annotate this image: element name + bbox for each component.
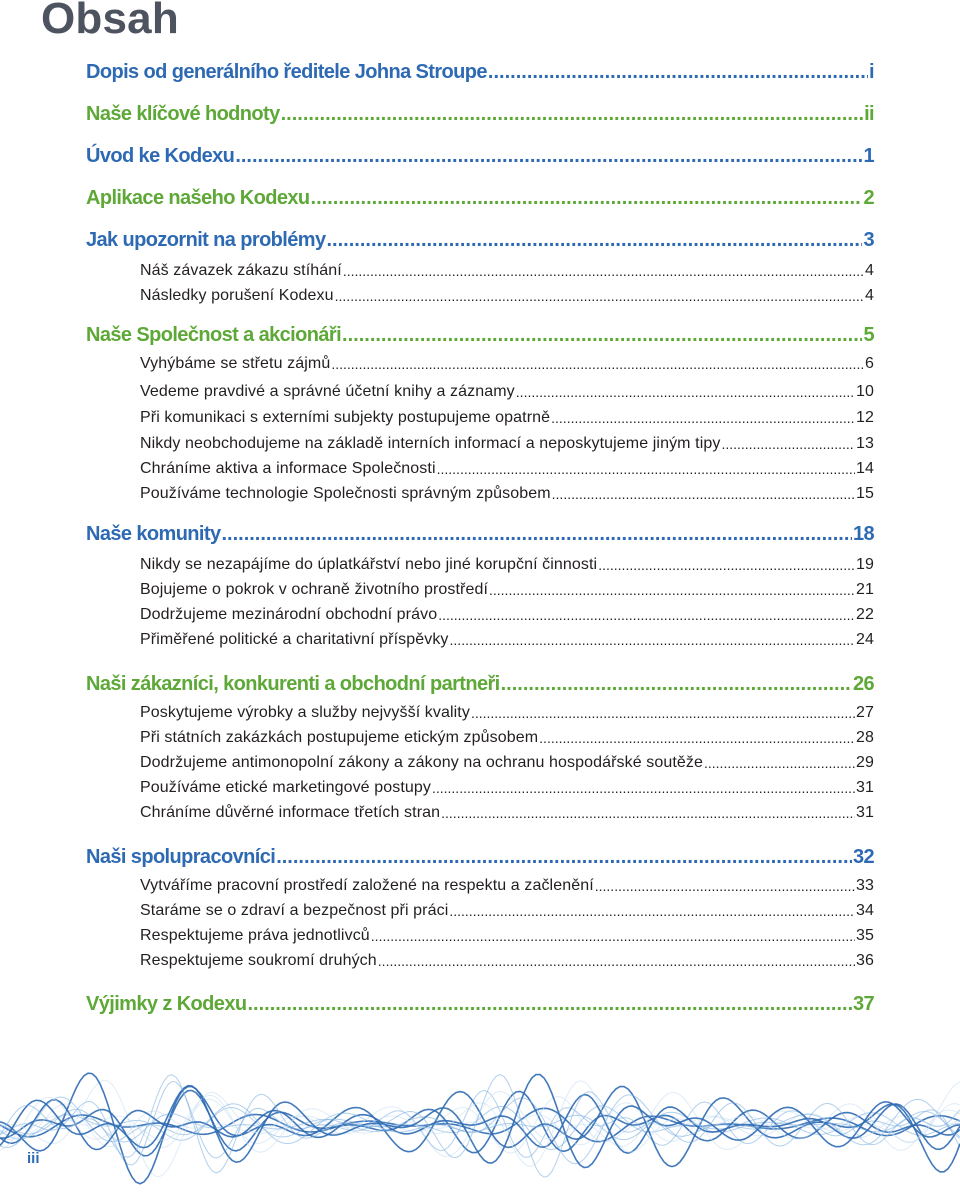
toc-dot-leader: [432, 780, 855, 797]
toc-entry-label: Výjimky z Kodexu: [86, 993, 247, 1015]
toc-subsection-entry[interactable]: [140, 902, 874, 920]
toc-section-entry[interactable]: [86, 102, 874, 126]
toc-subsection-entry[interactable]: [140, 460, 874, 478]
toc-section-entry[interactable]: [86, 323, 874, 347]
toc-subsection-entry[interactable]: [140, 606, 874, 624]
toc-entry-label: Úvod ke Kodexu: [86, 145, 235, 167]
toc-subsection-entry[interactable]: [140, 779, 874, 797]
toc-subsection-entry[interactable]: [140, 877, 874, 895]
toc-subsection-entry[interactable]: [140, 927, 874, 945]
toc-entry-page-number: 35: [856, 927, 874, 944]
toc-dot-leader: [598, 557, 855, 574]
toc-entry-page-number: 2: [863, 187, 874, 209]
toc-entry-label: Bojujeme o pokrok v ochraně životního prostředí: [140, 581, 488, 598]
toc-entry-label: Dopis od generálního ředitele Johna Stroupe: [86, 61, 487, 83]
toc-entry-page-number: 3: [863, 229, 874, 251]
wave-line: [0, 1095, 960, 1154]
toc-dot-leader: [489, 582, 855, 599]
toc-entry-label: Při státních zakázkách postupujeme etickým způsobem: [140, 729, 539, 746]
toc-dot-leader: [331, 356, 864, 373]
toc-entry-page-number: 31: [856, 779, 874, 796]
toc-entry-page-number: 1: [863, 145, 874, 167]
toc-entry-page-number: 4: [865, 262, 874, 279]
toc-entry-label: Jak upozornit na problémy: [86, 229, 326, 251]
toc-subsection-entry[interactable]: [140, 485, 874, 503]
toc-dot-leader: [721, 436, 855, 453]
toc-subsection-entry[interactable]: [140, 556, 874, 574]
toc-subsection-entry[interactable]: [140, 804, 874, 822]
toc-entry-page-number: 26: [852, 673, 874, 695]
toc-dot-leader: [595, 878, 855, 895]
toc-entry-label: Přiměřené politické a charitativní příspěvky: [140, 631, 449, 648]
toc-dot-leader: [281, 102, 863, 126]
toc-subsection-entry[interactable]: [140, 729, 874, 747]
sound-wave-art: [0, 1030, 960, 1193]
toc-dot-leader: [488, 60, 868, 84]
toc-entry-label: Aplikace našeho Kodexu: [86, 187, 310, 209]
toc-subsection-entry[interactable]: [140, 262, 874, 280]
toc-entry-label: Poskytujeme výrobky a služby nejvyšší kvality: [140, 704, 470, 721]
toc-entry-page-number: 4: [865, 287, 874, 304]
toc-entry-label: Vytváříme pracovní prostředí založené na respektu a začlenění: [140, 877, 594, 894]
toc-entry-label: Při komunikaci s externími subjekty postupujeme opatrně: [140, 409, 551, 426]
toc-entry-label: Dodržujeme antimonopolní zákony a zákony na ochranu hospodářské soutěže: [140, 754, 703, 771]
toc-entry-label: Respektujeme práva jednotlivců: [140, 927, 370, 944]
toc-entry-label: Používáme technologie Společnosti správným způsobem: [140, 485, 551, 502]
toc-dot-leader: [378, 953, 855, 970]
toc-entry-label: Vyhýbáme se střetu zájmů: [140, 355, 331, 372]
toc-dot-leader: [516, 384, 855, 401]
toc-section-entry[interactable]: [86, 186, 874, 210]
toc-entry-label: Chráníme aktiva a informace Společnosti: [140, 460, 436, 477]
toc-subsection-entry[interactable]: [140, 754, 874, 772]
toc-dot-leader: [342, 323, 862, 347]
toc-entry-label: Respektujeme soukromí druhých: [140, 952, 377, 969]
toc-dot-leader: [326, 228, 862, 252]
toc-entry-page-number: 13: [856, 435, 874, 452]
toc-subsection-entry[interactable]: [140, 383, 874, 401]
toc-entry-label: Používáme etické marketingové postupy: [140, 779, 431, 796]
page-title: Obsah: [41, 0, 179, 43]
toc-section-entry[interactable]: [86, 228, 874, 252]
toc-entry-label: Náš závazek zákazu stíhání: [140, 262, 342, 279]
toc-subsection-entry[interactable]: [140, 287, 874, 305]
toc-entry-label: Následky porušení Kodexu: [140, 287, 334, 304]
toc-entry-label: Naše klíčové hodnoty: [86, 103, 280, 125]
toc-dot-leader: [501, 672, 852, 696]
toc-entry-label: Dodržujeme mezinárodní obchodní právo: [140, 606, 438, 623]
page-number: iii: [27, 1150, 40, 1167]
toc-section-entry[interactable]: [86, 992, 874, 1016]
toc-dot-leader: [235, 144, 862, 168]
toc-entry-page-number: 27: [856, 704, 874, 721]
toc-entry-label: Naši spolupracovníci: [86, 846, 276, 868]
toc-entry-page-number: i: [869, 61, 874, 83]
toc-dot-leader: [539, 730, 855, 747]
toc-subsection-entry[interactable]: [140, 631, 874, 649]
toc-section-entry[interactable]: [86, 522, 874, 546]
toc-entry-label: Chráníme důvěrné informace třetích stran: [140, 804, 441, 821]
toc-entry-page-number: 28: [856, 729, 874, 746]
toc-entry-page-number: 5: [863, 324, 874, 346]
toc-dot-leader: [449, 903, 855, 920]
toc-entry-page-number: 22: [856, 606, 874, 623]
toc-entry-page-number: 21: [856, 581, 874, 598]
toc-dot-leader: [311, 186, 863, 210]
toc-entry-label: Staráme se o zdraví a bezpečnost při práci: [140, 902, 449, 919]
toc-section-entry[interactable]: [86, 144, 874, 168]
toc-dot-leader: [437, 461, 855, 478]
toc-dot-leader: [551, 410, 855, 427]
toc-entry-label: Naši zákazníci, konkurenti a obchodní partneři: [86, 673, 500, 695]
toc-entry-label: Naše komunity: [86, 523, 221, 545]
toc-entry-page-number: 10: [856, 383, 874, 400]
toc-subsection-entry[interactable]: [140, 952, 874, 970]
toc-subsection-entry[interactable]: [140, 409, 874, 427]
toc-dot-leader: [704, 755, 855, 772]
toc-dot-leader: [343, 263, 864, 280]
toc-section-entry[interactable]: [86, 845, 874, 869]
toc-dot-leader: [221, 522, 851, 546]
toc-entry-page-number: 31: [856, 804, 874, 821]
toc-entry-page-number: 19: [856, 556, 874, 573]
toc-entry-page-number: 14: [856, 460, 874, 477]
toc-subsection-entry[interactable]: [140, 581, 874, 599]
toc-entry-page-number: 33: [856, 877, 874, 894]
toc-section-entry[interactable]: [86, 60, 874, 84]
toc-entry-page-number: 24: [856, 631, 874, 648]
toc-subsection-entry[interactable]: [140, 704, 874, 722]
toc-entry-label: Nikdy neobchodujeme na základě interních informací a neposkytujeme jiným tipy: [140, 435, 721, 452]
toc-dot-leader: [438, 607, 855, 624]
toc-entry-label: Vedeme pravdivé a správné účetní knihy a záznamy: [140, 383, 515, 400]
toc-entry-label: Naše Společnost a akcionáři: [86, 324, 342, 346]
toc-entry-label: Nikdy se nezapájíme do úplatkářství nebo jiné korupční činnosti: [140, 556, 598, 573]
toc-dot-leader: [247, 992, 851, 1016]
toc-entry-page-number: 34: [856, 902, 874, 919]
toc-dot-leader: [276, 845, 852, 869]
toc-dot-leader: [552, 486, 855, 503]
toc-entry-page-number: 29: [856, 754, 874, 771]
toc-entry-page-number: 18: [852, 523, 874, 545]
toc-dot-leader: [471, 705, 855, 722]
toc-entry-page-number: 32: [852, 846, 874, 868]
toc-dot-leader: [450, 632, 855, 649]
toc-dot-leader: [441, 805, 855, 822]
toc-dot-leader: [335, 288, 864, 305]
toc-subsection-entry[interactable]: [140, 435, 874, 453]
toc-entry-page-number: ii: [864, 103, 874, 125]
toc-entry-page-number: 15: [856, 485, 874, 502]
toc-entry-page-number: 12: [856, 409, 874, 426]
toc-dot-leader: [371, 928, 855, 945]
toc-section-entry[interactable]: [86, 672, 874, 696]
toc-entry-page-number: 36: [856, 952, 874, 969]
toc-entry-page-number: 6: [865, 355, 874, 372]
toc-entry-page-number: 37: [852, 993, 874, 1015]
toc-subsection-entry[interactable]: [140, 355, 874, 373]
